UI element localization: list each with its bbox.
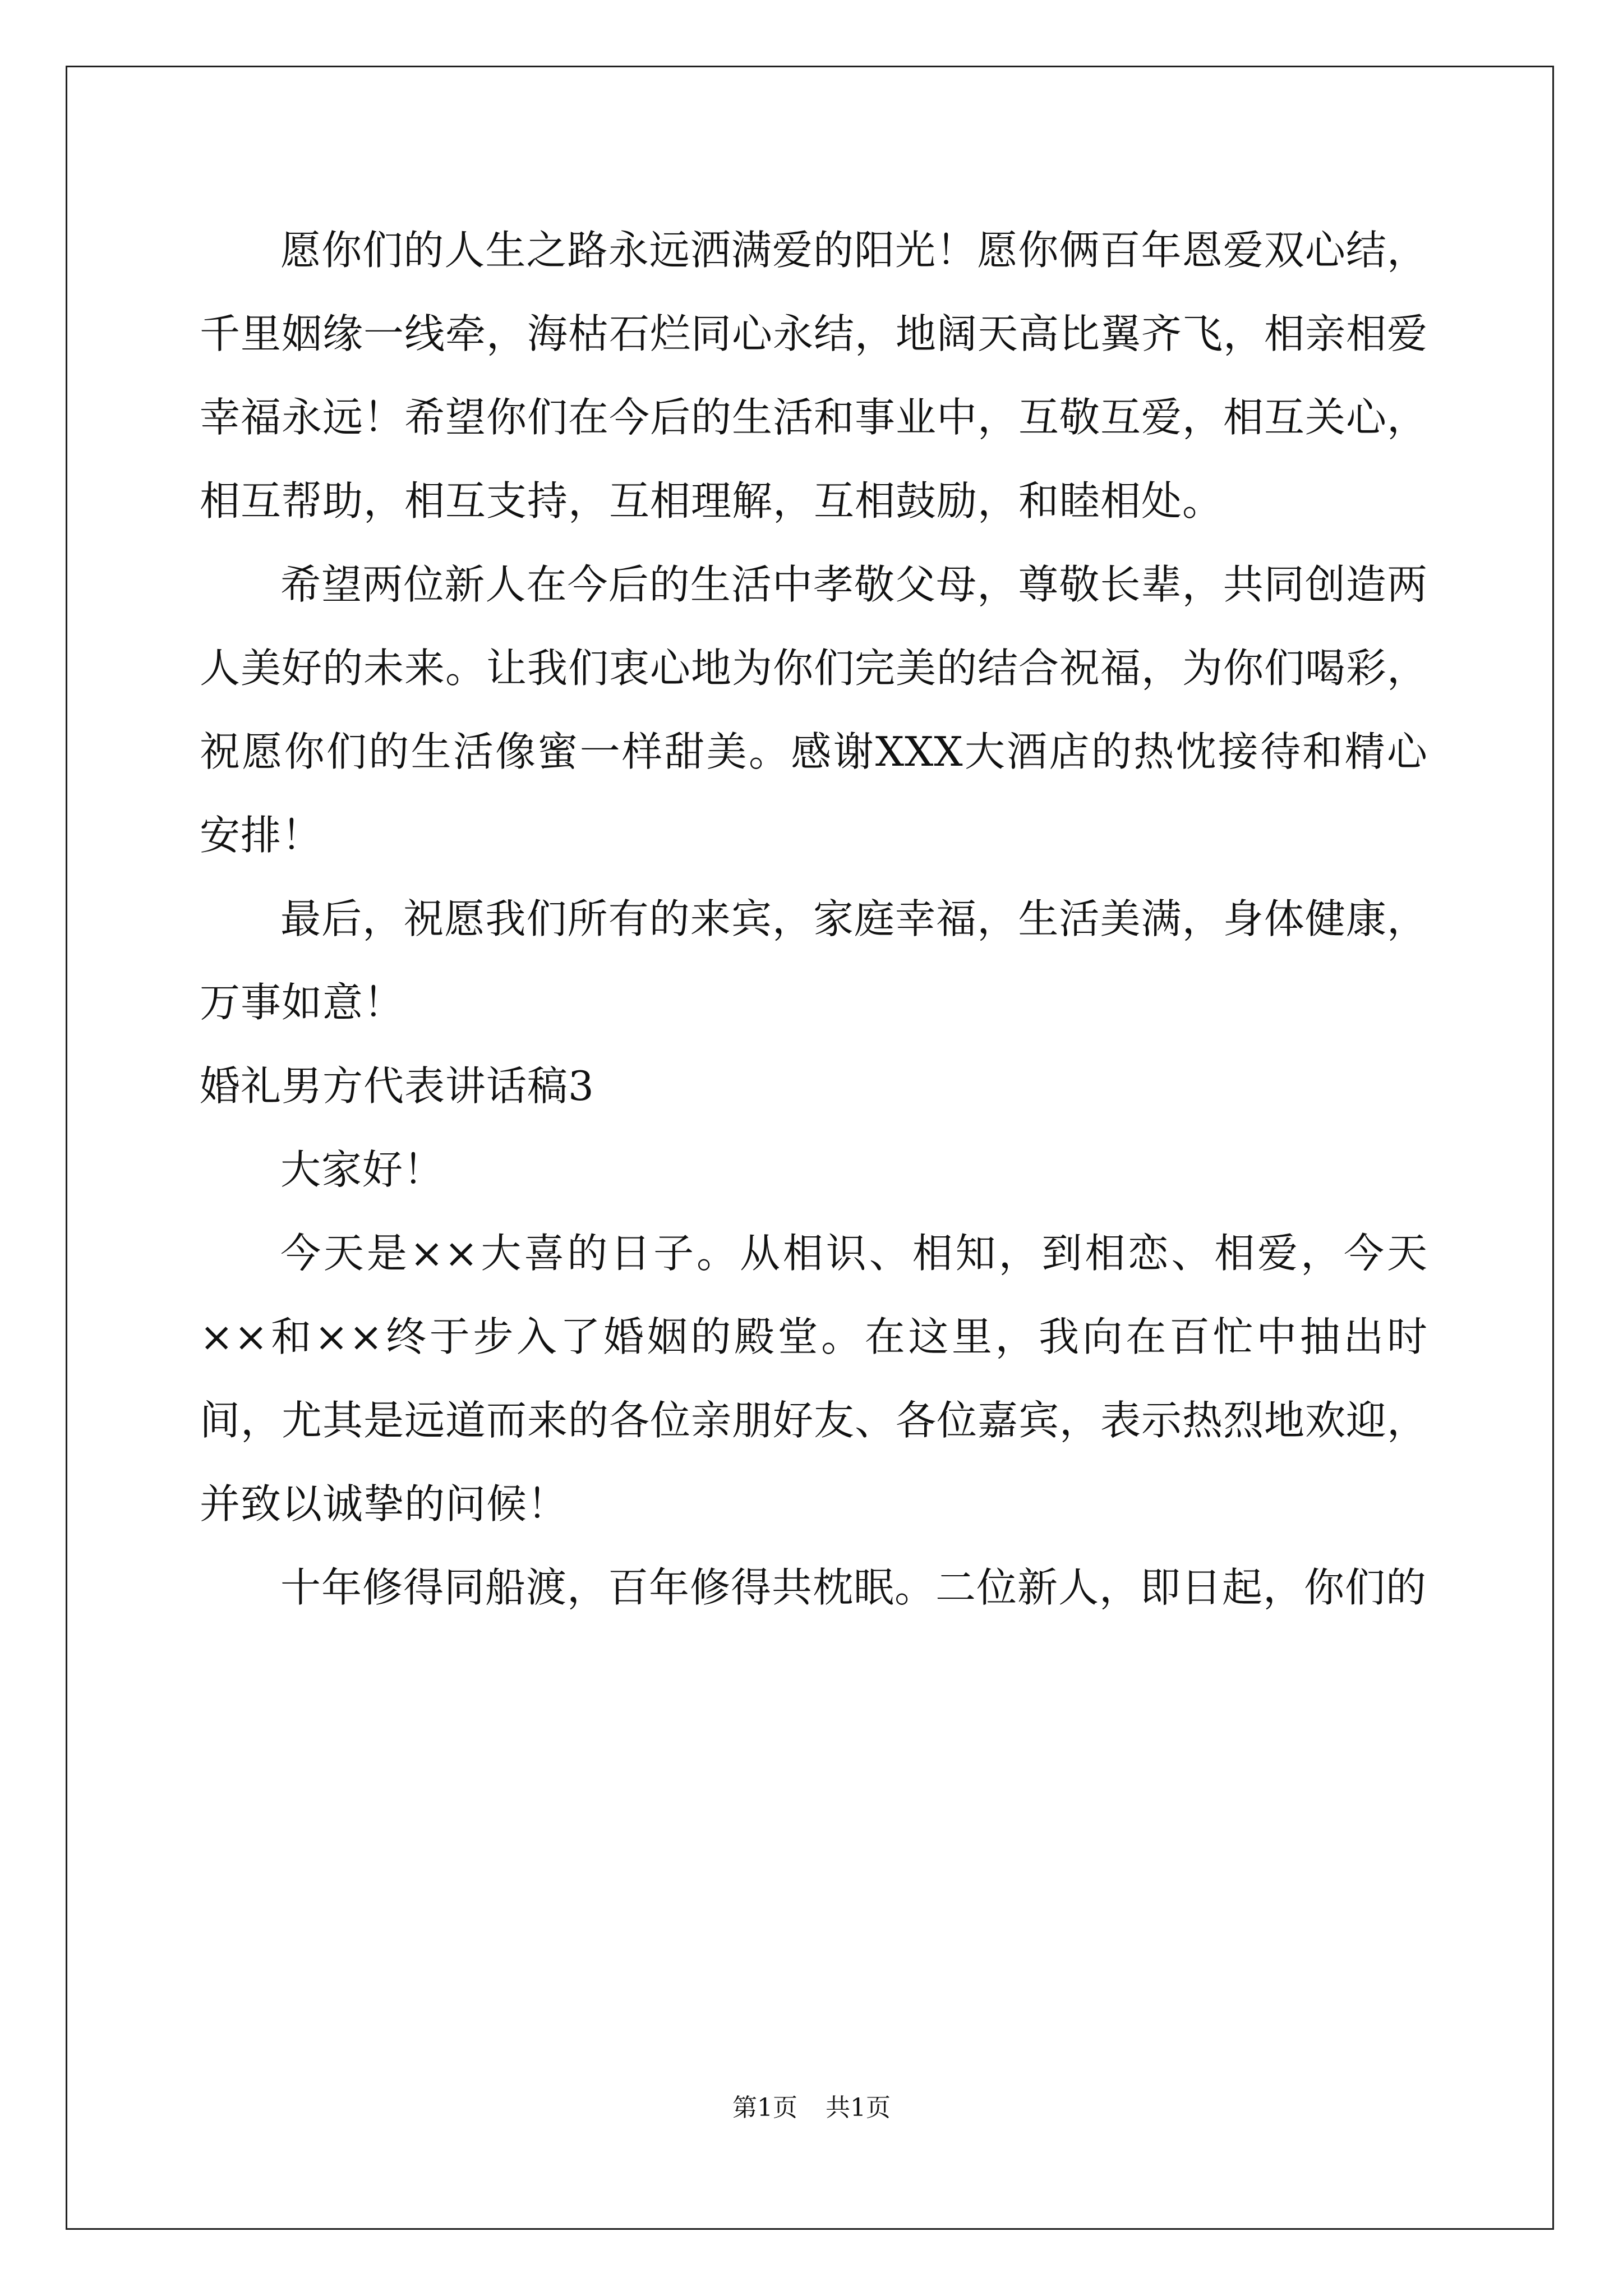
document-body bbox=[200, 209, 1428, 1630]
paragraph-greeting: 大家好！ bbox=[280, 1146, 445, 1193]
paragraph-hope: 希望两位新人在今后的生活中孝敬父母，尊敬长辈，共同创造两人美好的未来。让我们衷心地为你们完美的结合祝福，为你们喝彩，祝愿你们的生活像蜜一样甜美。感谢XXX大酒店的热忱接待和精心安排！ bbox=[200, 561, 1428, 859]
paragraph-closing: 最后，祝愿我们所有的来宾，家庭幸福，生活美满，身体健康，万事如意！ bbox=[200, 895, 1428, 1026]
page-footer bbox=[0, 2091, 1623, 2125]
page-number: 第1页 bbox=[732, 2093, 797, 2122]
section-heading: 婚礼男方代表讲话稿3 bbox=[200, 1062, 594, 1110]
paragraph-wishes: 愿你们的人生之路永远洒满爱的阳光！愿你俩百年恩爱双心结，千里姻缘一线牵，海枯石烂同心永结，地阔天高比翼齐飞，相亲相爱幸福永远！希望你们在今后的生活和事业中，互敬互爱，相互关心，相互帮助，相互支持，互相理解，互相鼓励，和睦相处。 bbox=[200, 227, 1428, 524]
page-total: 共1页 bbox=[826, 2093, 891, 2122]
paragraph-proverb: 十年修得同船渡，百年修得共枕眠。二位新人，即日起，你们的 bbox=[280, 1564, 1427, 1611]
paragraph-today: 今天是××大喜的日子。从相识、相知，到相恋、相爱，今天××和××终于步入了婚姻的殿堂。在这里，我向在百忙中抽出时间，尤其是远道而来的各位亲朋好友、各位嘉宾，表示热烈地欢迎，并致以诚挚的问候！ bbox=[200, 1230, 1428, 1527]
